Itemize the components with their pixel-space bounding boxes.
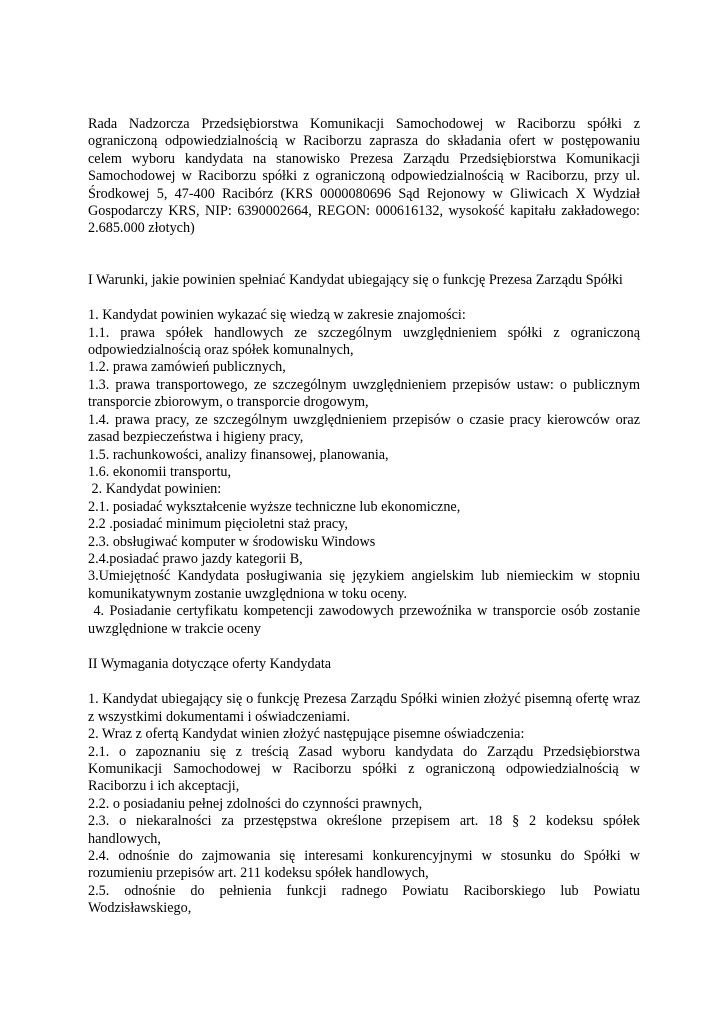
list-item: 2.4.posiadać prawo jazdy kategorii B, <box>88 550 303 567</box>
spacer <box>88 638 640 656</box>
section-2-title: II Wymagania dotyczące oferty Kandydata <box>88 655 332 672</box>
list-item: 3.Umiejętność Kandydata posługiwania się językiem angielskim lub niemieckim w stopniu komunikatywnym zostanie uwzględniona w toku oceny. <box>88 568 640 602</box>
spacer <box>88 238 640 272</box>
spacer <box>88 673 640 691</box>
document-page <box>88 116 644 918</box>
list-item: 2.4. odnośnie do zajmowania się interesami konkurencyjnymi w stosunku do Spółki w rozumieniu przepisów art. 211 kodeksu spółek handlowych, <box>88 848 640 882</box>
list-item: 1. Kandydat powinien wykazać się wiedzą w zakresie znajomości: <box>88 307 466 324</box>
list-item: 2. Wraz z ofertą Kandydat winien złożyć następujące pisemne oświadczenia: <box>88 726 525 743</box>
list-item: 1.2. prawa zamówień publicznych, <box>88 359 286 376</box>
list-item: 2.1. o zapoznaniu się z treścią Zasad wyboru kandydata do Zarządu Przedsiębiorstwa Komunikacji Samochodowej w Raciborzu spółki z ograniczoną odpowiedzialnością w Raciborzu i ich akceptacji, <box>88 743 640 795</box>
list-item: 1.3. prawa transportowego, ze szczególnym uwzględnieniem przepisów ustaw: o publicznym transporcie zbiorowym, o transporcie drogowym, <box>88 376 640 411</box>
list-item: 2.5. odnośnie do pełnienia funkcji radnego Powiatu Raciborskiego lub Powiatu Wodzisławskiego, <box>88 882 640 917</box>
list-item: 2.2 .posiadać minimum pięcioletni staż pracy, <box>88 516 348 533</box>
list-item: 2.3. o niekaralności za przestępstwa określone przepisem art. 18 § 2 kodeksu spółek handlowych, <box>88 813 640 847</box>
list-item: 1.5. rachunkowości, analizy finansowej, planowania, <box>88 446 389 463</box>
list-item: 2.3. obsługiwać komputer w środowisku Windows <box>88 533 376 550</box>
list-item: 4. Posiadanie certyfikatu kompetencji zawodowych przewoźnika w transporcie osób zostanie uwzględnione w trakcie oceny <box>88 603 644 637</box>
list-item: 2.2. o posiadaniu pełnej zdolności do czynności prawnych, <box>88 795 423 812</box>
list-item: 1.4. prawa pracy, ze szczególnym uwzględnieniem przepisów o czasie pracy kierowców oraz zasad bezpieczeństwa i higieny pracy, <box>88 411 640 446</box>
list-item: 1.6. ekonomii transportu, <box>88 463 232 480</box>
list-item: 1.1. prawa spółek handlowych ze szczególnym uwzględnieniem spółki z ograniczoną odpowiedzialnością oraz spółek komunalnych, <box>88 324 640 359</box>
intro-paragraph: Rada Nadzorcza Przedsiębiorstwa Komunikacji Samochodowej w Raciborzu spółki z ograniczoną odpowiedzialnością w Raciborzu zaprasza do składania ofert w postępowaniu celem wyboru kandydata na stanowisko Prezesa Zarządu Przedsiębiorstwa Komunikacji Samochodowej w Raciborzu spółki z ograniczoną odpowiedzialnością w Raciborzu, przy ul. Środkowej 5, 47-400 Racibórz (KRS 0000080696 Sąd Rejonowy w Gliwicach X Wydział Gospodarczy KRS, NIP: 6390002664, REGON: 000616132, wysokość kapitału zakładowego: 2.685.000 złotych) <box>88 116 640 237</box>
section-2-list <box>88 691 640 917</box>
list-item: 2. Kandydat powinien: <box>88 481 222 498</box>
list-item: 1. Kandydat ubiegający się o funkcję Prezesa Zarządu Spółki winien złożyć pisemną ofertę wraz z wszystkimi dokumentami i oświadczeniami. <box>88 691 640 725</box>
list-item: 2.1. posiadać wykształcenie wyższe techniczne lub ekonomiczne, <box>88 498 461 515</box>
section-1-list <box>88 307 644 638</box>
section-1-title: I Warunki, jakie powinien spełniać Kandydat ubiegający się o funkcję Prezesa Zarządu Spółki <box>88 271 623 288</box>
spacer <box>88 289 640 307</box>
